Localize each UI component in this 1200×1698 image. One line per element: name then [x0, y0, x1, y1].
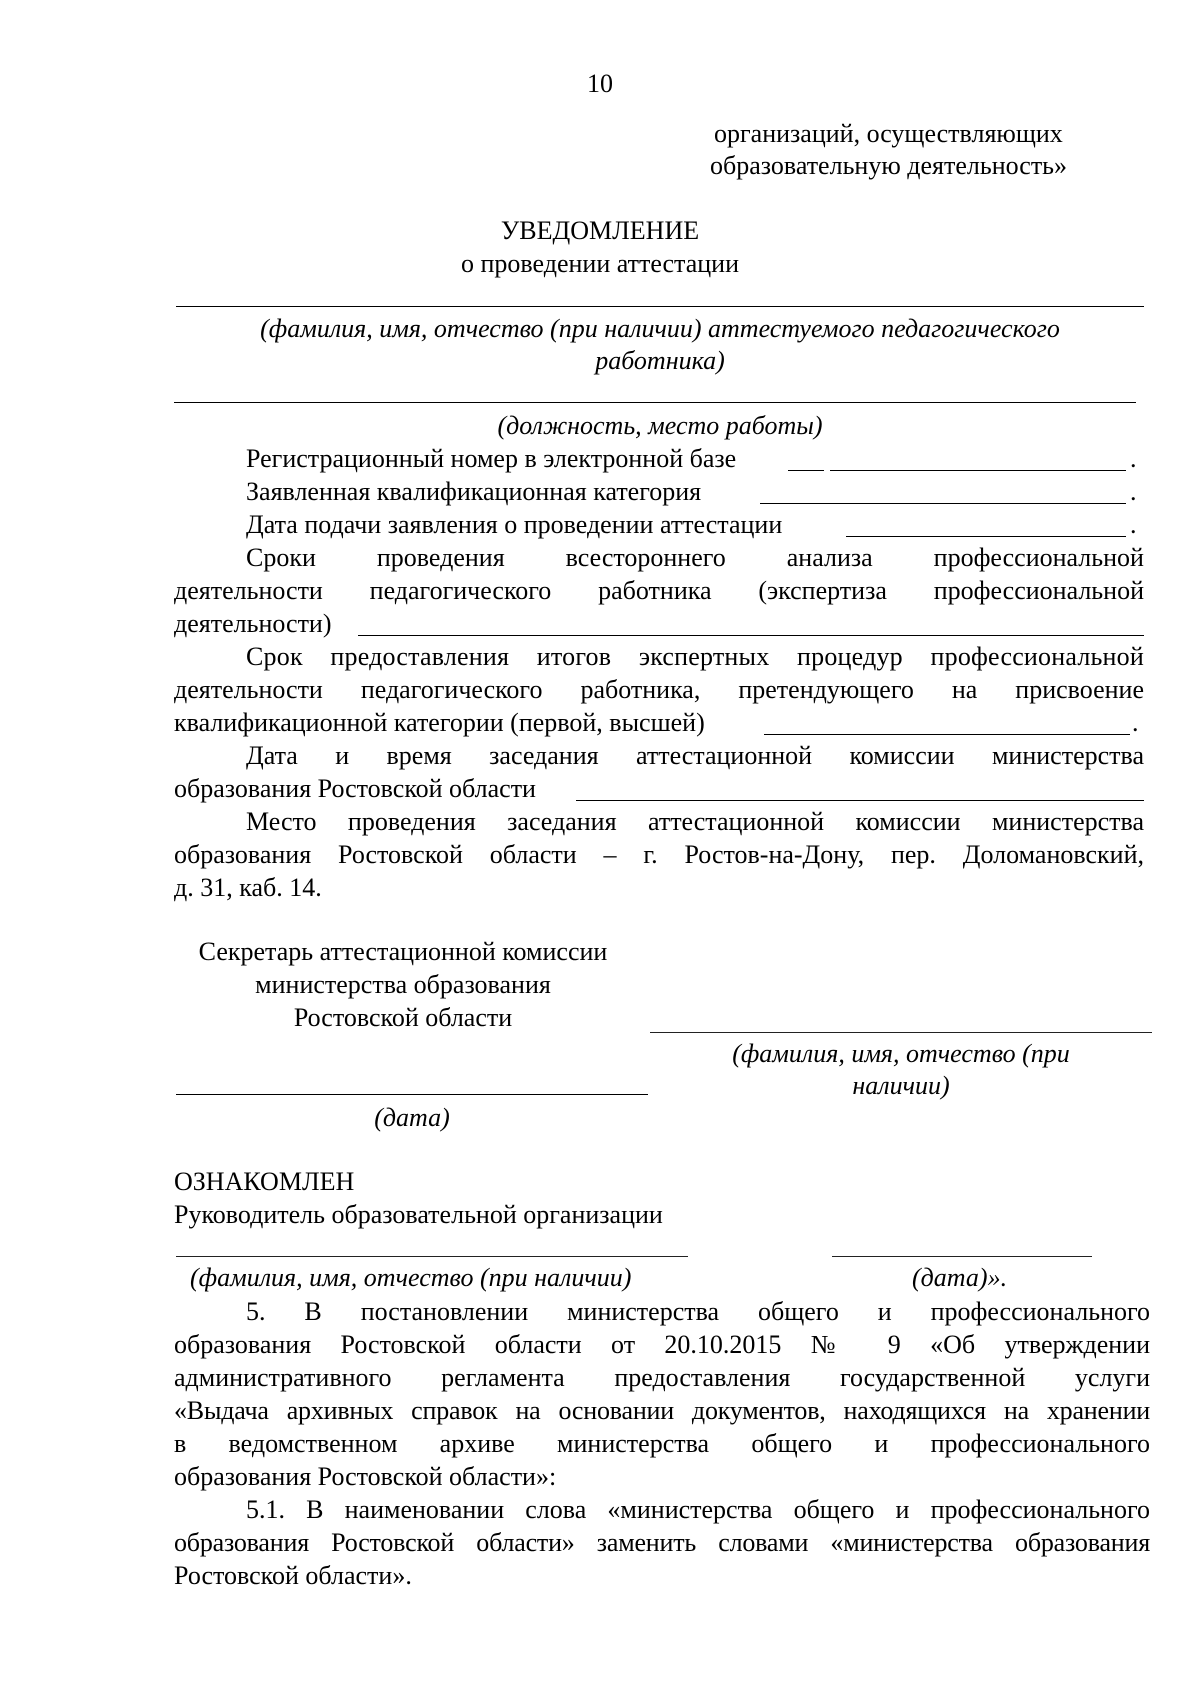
- acquainted-fio-caption: (фамилия, имя, отчество (при наличии): [190, 1263, 632, 1292]
- item5-line4: «Выдача архивных справок на основании документов, находящихся на хранении: [174, 1396, 1150, 1425]
- category-label: Заявленная квалификационная категория: [246, 477, 702, 506]
- acquainted-role: Руководитель образовательной организации: [174, 1200, 663, 1229]
- item51-line1: 5.1. В наименовании слова «министерства общего и профессионального: [246, 1495, 1150, 1524]
- item5-line6: образования Ростовской области»:: [174, 1462, 557, 1491]
- item5-line5: в ведомственном архиве министерства общего и профессионального: [174, 1429, 1150, 1458]
- acquainted-date-line: [832, 1256, 1092, 1257]
- deadline-line3: квалификационной категории (первой, высшей): [174, 708, 705, 737]
- category-blank-line: [760, 503, 1126, 504]
- item51-line3: Ростовской области».: [174, 1561, 412, 1590]
- item5-line1: 5. В постановлении министерства общего и профессионального: [246, 1297, 1150, 1326]
- secretary-line1: Секретарь аттестационной комиссии: [198, 937, 608, 966]
- secretary-fio-line: [650, 1032, 1152, 1033]
- document-page: 10 организаций, осуществляющих образовательную деятельность» УВЕДОМЛЕНИЕ о проведении аттестации (фамилия, имя, отчество (при наличии) аттестуемого педагогического работника) (должность, место работы) Регистрационный номер в электронной базе . Заявленная квалификационная категория . Дата подачи заявления о проведении аттестации . Сроки проведения всестороннего анализа профессиональной деятельности педагогического работника (экспертиза профессиональной деятельности) Срок предоставления итогов экспертных процедур профессиональной деятельности педагогического работника, претендующего на присвоение квалификационной категории (первой, высшей) . Дата и время заседания аттестационной комиссии министерства образования Ростовской области Место проведения заседания аттестационной комиссии министерства образования Ростовской области – г. Ростов-на-Дону, пер. Доломановский, д. 31, каб. 14. Секретарь аттестационной комиссии министерства образования Ростовской области (фамилия, имя, отчество (при наличии) (дата) ОЗНАКОМЛЕН Руководитель образовательной организации (фамилия, имя, отчество (при наличии) (дата)». 5. В постановлении министерства общего и профессионального образования Ростовской области от 20.10.2015 № 9 «Об утверждении административного регламента предоставления государственной услуги «Выдача архивных справок на основании документов, находящихся на хранении в ведомственном архиве министерства общего и профессионального образования Ростовской области»: 5.1. В наименовании слова «министерства общего и профессионального образования Ростовской области» заменить словами «министерства образования Ростовской области».: [0, 0, 1200, 1698]
- document-subtitle: о проведении аттестации: [460, 249, 740, 278]
- reg-number-label: Регистрационный номер в электронной базе: [246, 444, 737, 473]
- place-line2: образования Ростовской области – г. Ростов-на-Дону, пер. Доломановский,: [174, 840, 1144, 869]
- acquainted-fio-line: [176, 1256, 688, 1257]
- secretary-fio-caption-1: (фамилия, имя, отчество (при: [732, 1039, 1070, 1068]
- meeting-line1: Дата и время заседания аттестационной комиссии министерства: [246, 741, 1144, 770]
- position-blank-line: [174, 402, 1136, 403]
- place-line1: Место проведения заседания аттестационной комиссии министерства: [246, 807, 1144, 836]
- fio-caption-line2: работника): [595, 346, 725, 375]
- terms-line2: деятельности педагогического работника (экспертиза профессиональной: [174, 576, 1144, 605]
- deadline-blank-line: [764, 734, 1130, 735]
- deadline-line2: деятельности педагогического работника, претендующего на присвоение: [174, 675, 1144, 704]
- terms-line1: Сроки проведения всестороннего анализа профессиональной: [246, 543, 1144, 572]
- meeting-line2: образования Ростовской области: [174, 774, 536, 803]
- terms-blank-line: [358, 635, 1144, 636]
- secretary-line2: министерства образования: [255, 970, 551, 999]
- position-caption: (должность, место работы): [497, 411, 823, 440]
- secretary-date-line: [176, 1094, 648, 1095]
- meeting-blank-line: [576, 800, 1144, 801]
- item5-line3: административного регламента предоставления государственной услуги: [174, 1363, 1150, 1392]
- fio-caption-line1: (фамилия, имя, отчество (при наличии) аттестуемого педагогического: [260, 314, 1060, 343]
- reg-number-blank-line: [830, 470, 1126, 471]
- deadline-line1: Срок предоставления итогов экспертных процедур профессиональной: [246, 642, 1144, 671]
- secretary-fio-caption-2: наличии): [852, 1071, 950, 1100]
- place-line3: д. 31, каб. 14.: [174, 873, 322, 902]
- date-submit-blank-line: [846, 536, 1126, 537]
- secretary-line3: Ростовской области: [293, 1003, 513, 1032]
- item51-line2: образования Ростовской области» заменить словами «министерства образования: [174, 1528, 1150, 1557]
- acquainted-heading: ОЗНАКОМЛЕН: [174, 1167, 355, 1196]
- terms-line3: деятельности): [174, 609, 332, 638]
- document-title: УВЕДОМЛЕНИЕ: [500, 216, 700, 245]
- fio-blank-line: [176, 306, 1144, 307]
- reg-number-short-line: [788, 470, 824, 471]
- page-number: 10: [587, 69, 613, 98]
- item5-line2: образования Ростовской области от 20.10.2015 № 9 «Об утверждении: [174, 1330, 1150, 1359]
- acquainted-date-caption: (дата)».: [912, 1263, 1008, 1292]
- secretary-date-caption: (дата): [374, 1103, 450, 1132]
- header-right-line2: образовательную деятельность»: [710, 151, 1068, 180]
- header-right-line1: организаций, осуществляющих: [714, 119, 1063, 148]
- date-submit-label: Дата подачи заявления о проведении аттестации: [246, 510, 783, 539]
